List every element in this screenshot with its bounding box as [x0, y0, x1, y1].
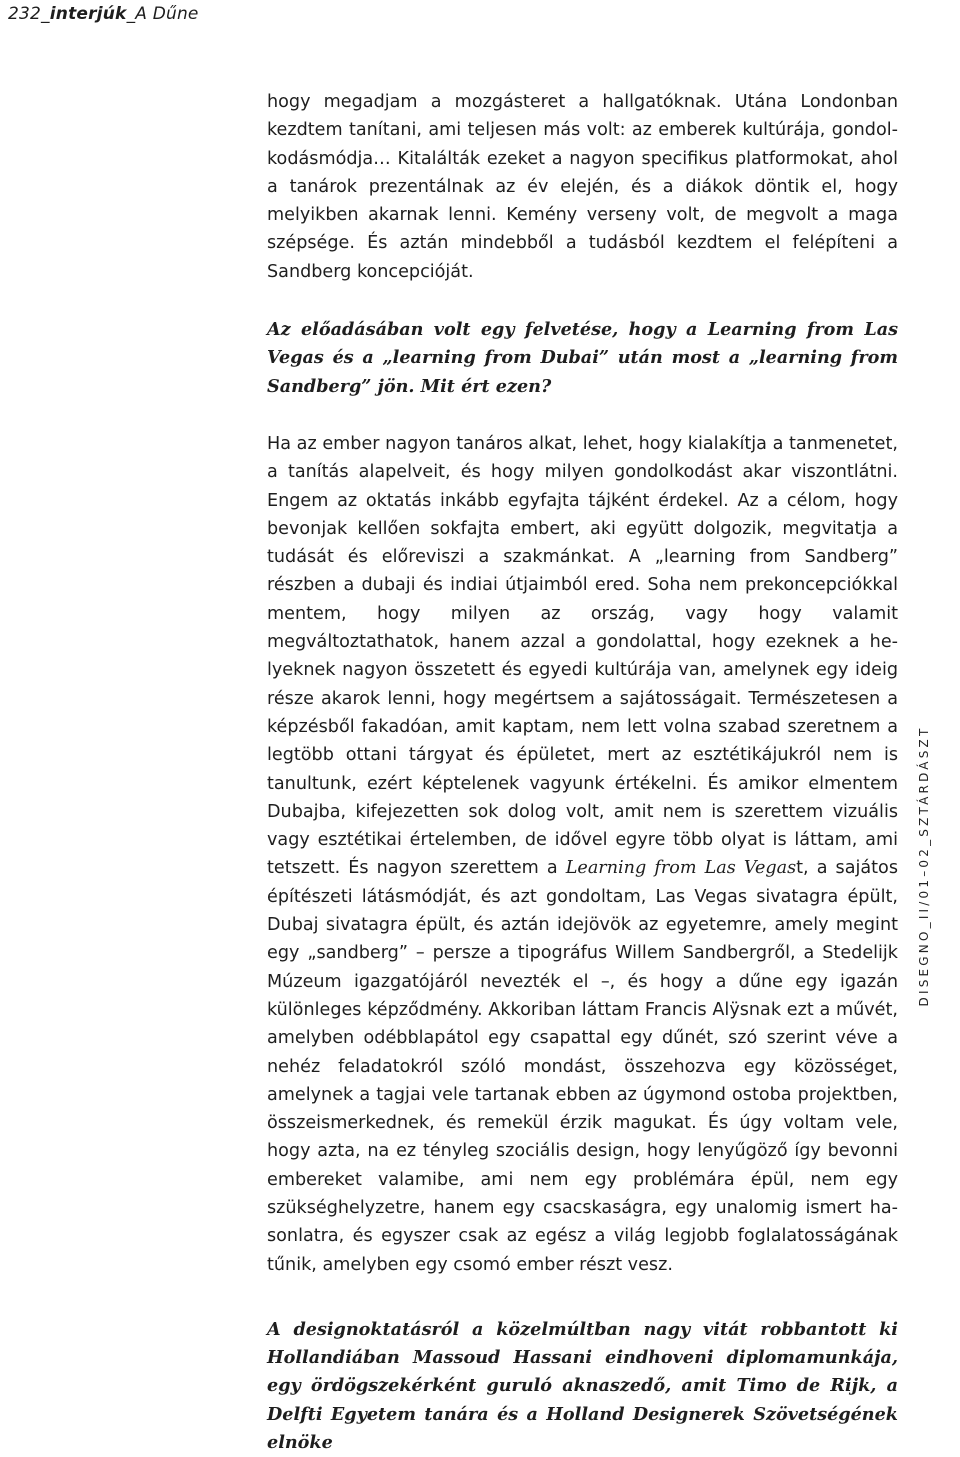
- article-title: _A Dűne: [126, 4, 199, 24]
- sidebar-text: DISEGNO_II/01–02_SZTÁRDÁSZT: [917, 725, 931, 1007]
- question-1: Az előadásában volt egy felvetése, hogy a Learning from Las Vegas és a „learning from Dubai” után most a „learning from Sandberg” jön. Mit ért ezen?: [267, 319, 898, 397]
- answer-paragraph-2: [267, 430, 898, 1279]
- question-2: A designoktatásról a közelmúltban nagy vitát robbantott ki Hollandiában Massoud Hassani eindhoveni diplomamunkája, egy ördögszekérként guruló aknaszedő, amit Timo de Rijk, a Delfti Egyetem tanára és a Holland Designerek Szövetségének elnöke: [267, 1318, 898, 1454]
- answer-2-text-a: Ha az ember nagyon tanáros alkat, lehet, hogy kialakítja a tanmenetet, a tanítás alapelveit, és hogy milyen gondolkodást akar viszontlátni. Engem az oktatás inkább egyfajta tájként érdekel. Az a célom, hogy bevonjak kellően sokfajta embert, aki együtt dolgozik, megvitatja a tudását és előreviszi a szakmánkat. A „learning from Sandberg” részben a dubaji és indiai útjaimból ered. Soha nem prekoncepciókkal mentem, hogy milyen az ország, vagy hogy valamit megváltoztathatok, hanem azzal a gondolattal, hogy ezeknek a helyeknek nagyon összetett és egyedi kultúrája van, amelynek egy ideig része akarok lenni, hogy megértsem a sajátosságait. Természetesen a képzésből fakadóan, amit kaptam, nem lett volna szabad szeretnem a legtöbb ottani tárgyat és épületet, mert az esztétikájukról nem is tanultunk, ezért képtelenek vagyunk értékelni. És amikor elmentem Dubajba, kifejezetten sok dolog volt, amit nem is szerettem vizuális vagy esztétikai értelemben, de idővel egyre több olyat is láttam, ami tetszett. És nagyon szerettem a: [267, 433, 898, 879]
- answer-paragraph-1: hogy megadjam a mozgásteret a hallgatóknak. Utána Londonban kezdtem tanítani, ami teljesen más volt: az emberek kultúrája, gondolkodásmódja… Kitalálták ezeket a nagyon specifikus platformokat, ahol a tanárok prezentálnak az év elején, és a diákok döntik el, hogy melyikben akarnak lenni. Kemény verseny volt, de megvolt a maga szépsége. És aztán mindebből a tudásból kezdtem el felépíteni a Sandberg koncepcióját.: [267, 92, 898, 282]
- page-number: 232_: [8, 4, 50, 24]
- page-header: [8, 4, 199, 24]
- article-body: [267, 88, 898, 1457]
- section-label: interjúk: [49, 4, 127, 24]
- answer-2-text-b: t, a sajátos építészeti látásmódját, és azt gondoltam, Las Vegas sivatagra épült, Dubaj sivatagra épült, és aztán idejövök az egyetemre, amely megint egy „sandberg” – persze a tipográfus Willem Sandbergről, a Stedelijk Múzeum igazgatójáról nevezték el –, és hogy a dűne egy igazán különleges képződmény. Akkoriban láttam Francis Alÿsnak ezt a művét, amelyben odébblapátol egy csapattal egy dűnét, szó szerint véve a nehéz feladatokról szóló mondást, összehozva egy közösséget, amelynek a tagjai vele tartanak ebben az úgymond ostoba projektben, összeismerkednek, és remekül érzik magukat. És úgy voltam vele, hogy azta, na ez tényleg szociális design, hogy lenyűgöző így bevonni embereket valamibe, ami nem egy problémára épül, nem egy szükséghelyzetre, hanem egy csacskaságra, egy unalomig ismert hasonlatra, és egyszer csak az egész a világ legjobb foglalatosságának tűnik, amelyben egy csomó ember részt vesz.: [267, 858, 898, 1275]
- book-title: Learning from Las Vegas: [565, 858, 797, 879]
